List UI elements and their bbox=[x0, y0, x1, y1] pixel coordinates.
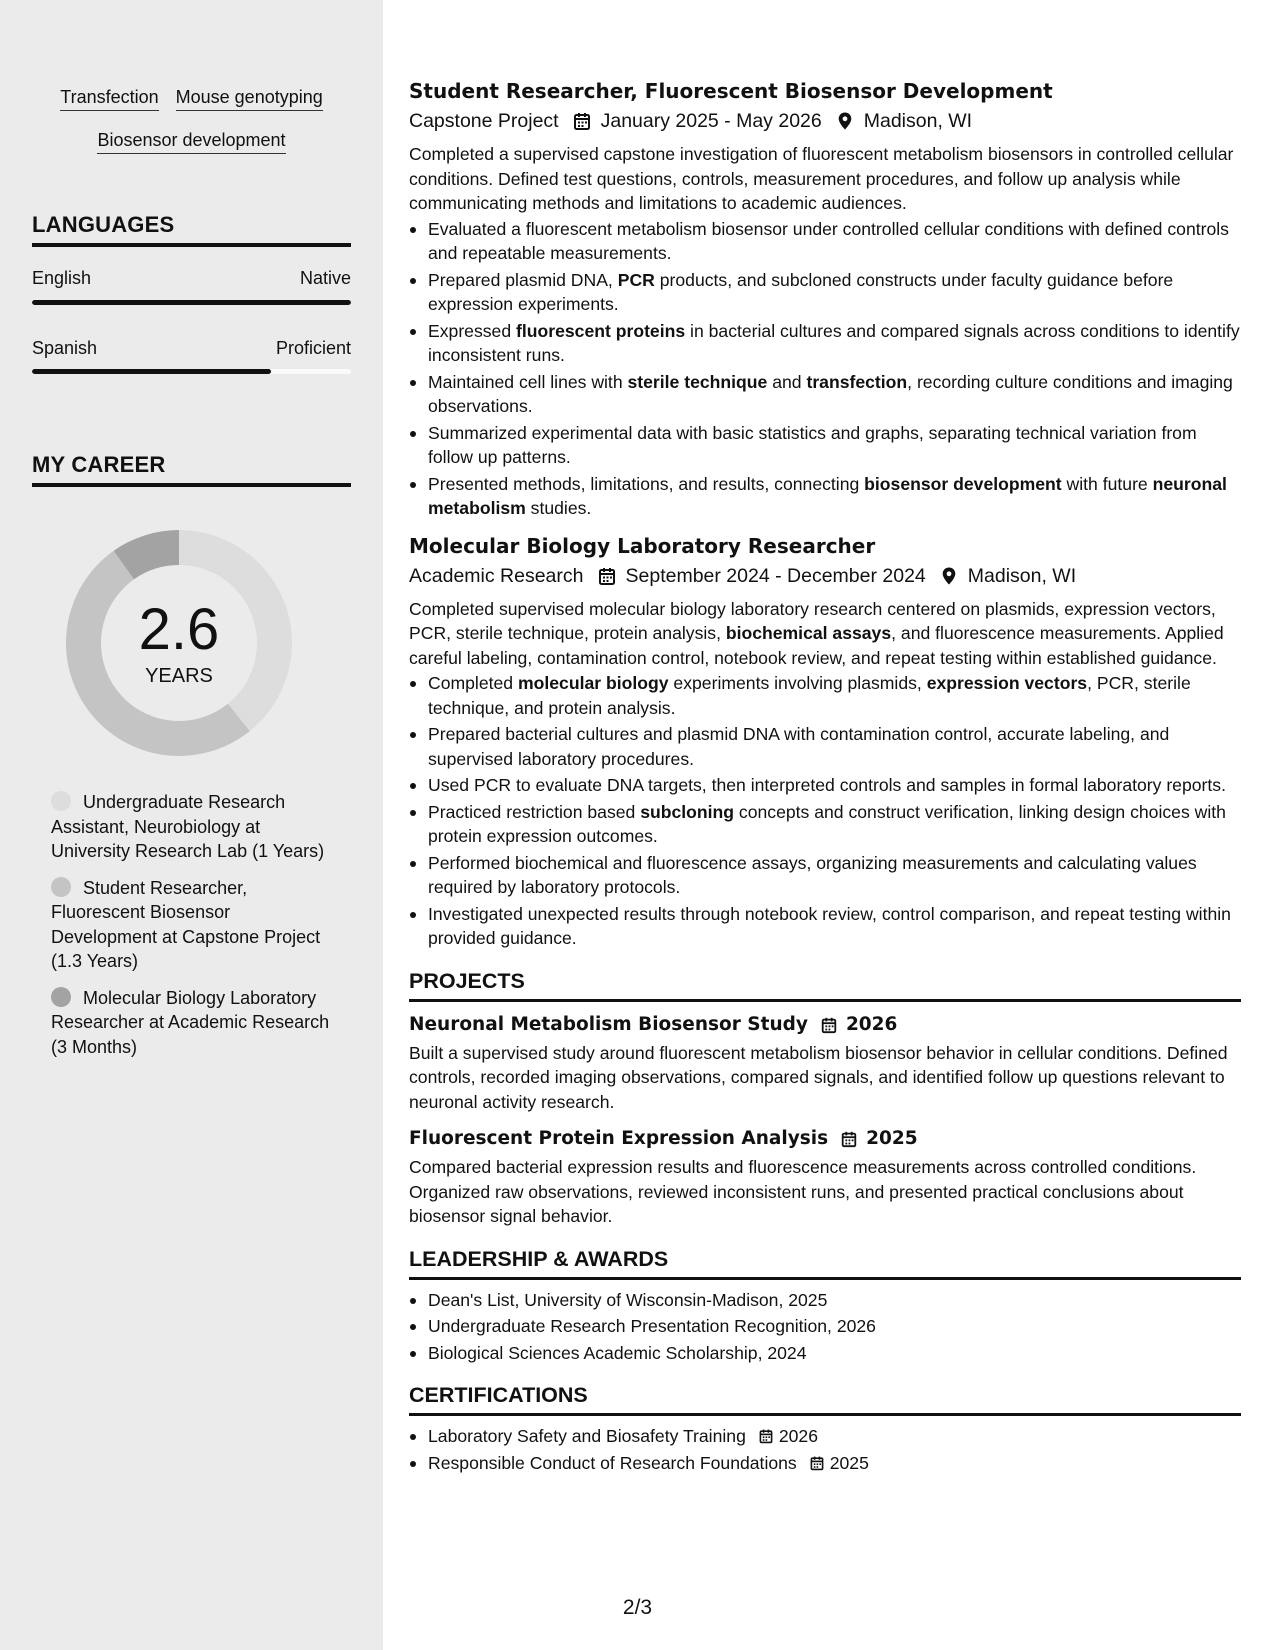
language-level: Native bbox=[299, 268, 351, 288]
certification-year: 2026 bbox=[778, 1426, 818, 1446]
project-title: Neuronal Metabolism Biosensor Study bbox=[409, 1013, 808, 1035]
job-organization: Capstone Project bbox=[409, 110, 559, 132]
calendar-icon bbox=[840, 1130, 858, 1148]
highlighted-keyword: transfection bbox=[806, 371, 908, 392]
career-heading: MY CAREER bbox=[32, 452, 351, 487]
highlighted-keyword: molecular biology bbox=[517, 673, 669, 693]
legend-dot bbox=[51, 791, 71, 811]
job-bullet: Prepared plasmid DNA, PCR products, and subcloned constructs under faculty guidance before expression experiments. bbox=[409, 268, 1241, 317]
career-legend-text: Student Researcher, Fluorescent Biosensor Development at Capstone Project (1.3 Years) bbox=[51, 877, 321, 971]
map-pin-icon bbox=[835, 111, 855, 131]
certification-name: Laboratory Safety and Biosafety Training bbox=[428, 1426, 746, 1446]
language-name: Spanish bbox=[32, 338, 98, 358]
awards-section bbox=[409, 1247, 1241, 1366]
career-legend-item bbox=[51, 790, 341, 864]
career-total-years: 2.6 bbox=[138, 597, 220, 662]
job-meta bbox=[409, 108, 1241, 134]
highlighted-keyword: biosensor development bbox=[864, 473, 1062, 494]
skill-tag: Biosensor development bbox=[97, 129, 285, 154]
career-legend-item bbox=[51, 876, 341, 974]
page-number bbox=[0, 1596, 1275, 1620]
job-bullet: Investigated unexpected results through notebook review, control comparison, and repeat testing within provided guidance. bbox=[409, 902, 1241, 951]
main-content bbox=[409, 0, 1241, 1650]
language-proficiency-fill bbox=[32, 300, 351, 305]
job-entry bbox=[409, 533, 1241, 951]
certification-year: 2025 bbox=[829, 1452, 869, 1473]
job-title: Molecular Biology Laboratory Researcher bbox=[409, 533, 876, 558]
job-bullet: Prepared bacterial cultures and plasmid DNA with contamination control, accurate labeling, and supervised laboratory procedures. bbox=[409, 722, 1241, 771]
language-proficiency-fill bbox=[32, 369, 271, 374]
legend-dot bbox=[51, 877, 71, 897]
calendar-icon bbox=[820, 1016, 838, 1034]
job-entry bbox=[409, 78, 1241, 521]
languages-heading: LANGUAGES bbox=[32, 212, 351, 247]
job-location: Madison, WI bbox=[967, 564, 1077, 587]
award-item: Biological Sciences Academic Scholarship, 2024 bbox=[409, 1341, 1241, 1366]
highlighted-keyword: subcloning bbox=[640, 801, 735, 822]
certification-item bbox=[409, 1451, 1241, 1476]
calendar-icon bbox=[758, 1428, 774, 1444]
job-meta bbox=[409, 563, 1241, 589]
projects-heading: PROJECTS bbox=[409, 969, 1241, 1002]
job-bullet: Completed molecular biology experiments involving plasmids, expression vectors, PCR, sterile technique, and protein analysis. bbox=[409, 671, 1241, 720]
job-bullet: Used PCR to evaluate DNA targets, then interpreted controls and samples in formal laboratory reports. bbox=[409, 773, 1241, 798]
skills-list bbox=[32, 86, 351, 154]
job-bullets bbox=[409, 217, 1241, 521]
highlighted-keyword: expression vectors bbox=[926, 673, 1088, 693]
job-bullet: Maintained cell lines with sterile technique and transfection, recording culture conditions and imaging observations. bbox=[409, 370, 1241, 419]
certification-name: Responsible Conduct of Research Foundations bbox=[428, 1452, 797, 1473]
project-year: 2026 bbox=[845, 1013, 898, 1035]
calendar-icon bbox=[572, 111, 592, 131]
highlighted-keyword: fluorescent proteins bbox=[516, 320, 686, 341]
project-title-row bbox=[409, 1126, 1241, 1152]
awards-heading: LEADERSHIP & AWARDS bbox=[409, 1247, 1241, 1280]
job-summary: Completed supervised molecular biology laboratory research centered on plasmids, expression vectors, PCR, sterile technique, protein analysis, biochemical assays, and fluorescence measurements. Applied careful labeling, contamination control, notebook review, and repeat testing within established guidance. bbox=[409, 598, 1224, 668]
job-bullets bbox=[409, 671, 1241, 951]
project-year: 2025 bbox=[866, 1128, 918, 1149]
job-dates: January 2025 - May 2026 bbox=[600, 110, 822, 132]
career-legend-text: Molecular Biology Laboratory Researcher at Academic Research (3 Months) bbox=[51, 987, 330, 1057]
skill-tag: Mouse genotyping bbox=[176, 86, 323, 111]
skill-tag: Transfection bbox=[60, 86, 158, 111]
job-bullet: Summarized experimental data with basic statistics and graphs, separating technical variation from follow up patterns. bbox=[409, 421, 1241, 470]
certifications-section bbox=[409, 1383, 1241, 1475]
award-item: Dean's List, University of Wisconsin-Madison, 2025 bbox=[409, 1288, 1241, 1313]
language-row bbox=[32, 268, 351, 289]
projects-section bbox=[409, 969, 1241, 1229]
certification-item bbox=[409, 1424, 1241, 1449]
language-name: English bbox=[32, 268, 92, 288]
calendar-icon bbox=[597, 566, 617, 586]
project-title: Fluorescent Protein Expression Analysis bbox=[409, 1128, 829, 1149]
award-item: Undergraduate Research Presentation Recognition, 2026 bbox=[409, 1314, 1241, 1339]
certifications-list bbox=[409, 1424, 1241, 1475]
legend-dot bbox=[51, 987, 71, 1007]
highlighted-keyword: biochemical assays bbox=[725, 623, 892, 643]
job-bullet: Performed biochemical and fluorescence assays, organizing measurements and calculating values required by laboratory protocols. bbox=[409, 851, 1241, 900]
certifications-heading: CERTIFICATIONS bbox=[409, 1383, 1241, 1416]
sidebar bbox=[0, 0, 383, 1650]
language-row bbox=[32, 338, 351, 359]
language-proficiency-bar bbox=[32, 369, 351, 374]
map-pin-icon bbox=[939, 566, 959, 586]
job-title: Student Researcher, Fluorescent Biosensor Development bbox=[409, 79, 1053, 103]
job-dates: September 2024 - December 2024 bbox=[625, 564, 926, 587]
job-location: Madison, WI bbox=[863, 110, 973, 132]
career-legend-item bbox=[51, 986, 341, 1060]
job-organization: Academic Research bbox=[409, 564, 584, 587]
job-bullet: Practiced restriction based subcloning concepts and construct verification, linking design choices with protein expression outcomes. bbox=[409, 800, 1241, 849]
highlighted-keyword: sterile technique bbox=[627, 371, 768, 392]
calendar-icon bbox=[809, 1455, 825, 1471]
job-bullet: Evaluated a fluorescent metabolism biosensor under controlled cellular conditions with defined controls and repeatable measurements. bbox=[409, 217, 1241, 266]
job-bullet: Presented methods, limitations, and results, connecting biosensor development with future neuronal metabolism studies. bbox=[409, 472, 1241, 521]
highlighted-keyword: neuronal metabolism bbox=[428, 473, 1227, 518]
career-total-unit: YEARS bbox=[145, 665, 213, 687]
highlighted-keyword: PCR bbox=[617, 269, 655, 290]
job-bullet: Expressed fluorescent proteins in bacterial cultures and compared signals across conditions to identify inconsistent runs. bbox=[409, 319, 1241, 368]
language-level: Proficient bbox=[275, 338, 351, 358]
awards-list bbox=[409, 1288, 1241, 1366]
project-description: Compared bacterial expression results and fluorescence measurements across controlled conditions. Organized raw observations, reviewed inconsistent runs, and presented practical conclusions about biosensor signal behavior. bbox=[409, 1157, 1197, 1226]
page-number-text: 2/3 bbox=[622, 1596, 653, 1619]
project-title-row bbox=[409, 1012, 1241, 1038]
language-proficiency-bar bbox=[32, 300, 351, 305]
job-summary: Completed a supervised capstone investigation of fluorescent metabolism biosensors in controlled cellular conditions. Defined test questions, controls, measurement procedures, and follow up analysis while communicating methods and limitations to academic audiences. bbox=[409, 144, 1234, 213]
project-description: Built a supervised study around fluorescent metabolism biosensor behavior in cellular conditions. Defined controls, recorded imaging observations, compared signals, and identified follow up questions relevant to neuronal activity research. bbox=[409, 1042, 1228, 1112]
career-legend bbox=[51, 790, 341, 1071]
career-legend-text: Undergraduate Research Assistant, Neurobiology at University Research Lab (1 Years) bbox=[51, 792, 325, 861]
